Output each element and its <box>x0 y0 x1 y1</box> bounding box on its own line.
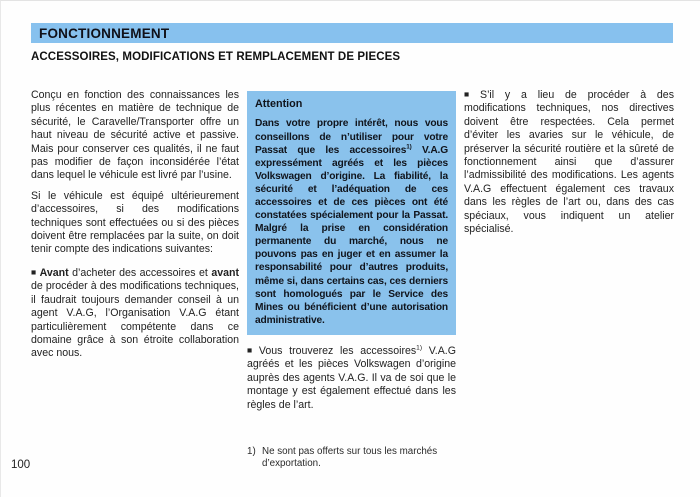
paragraph-text: S’il y a lieu de procéder à des modifications techniques, nos directives doivent être respectées. Cela permet d’éviter les avaries sur le véhicule, de préserver la sécurité routière et la sûreté de fonctionnement ainsi que d’assurer l’admissibilité des modifications. Les agents V.A.G effectuent également ces travaux dans les règles de l’art ou, dans des cas spéciaux, vous indiquent un atelier spécialisé. <box>464 89 674 236</box>
bullet-paragraph <box>247 345 456 412</box>
paragraph: Conçu en fonction des connaissances les plus récentes en matière de technique de sécurité, le Caravelle/Transporter offre un haut niveau de sécurité active et passive. Mais pour conserver ces qualités, il ne faut pas modifier de façon inconsidérée l’état dans lequel le véhicule est livré par l’usine. <box>31 89 239 182</box>
footnote <box>247 446 461 470</box>
paragraph-text: Dans votre propre intérêt, nous vous conseillons de n’utiliser pour votre Passat que les accessoires <box>255 118 448 156</box>
bullet-paragraph <box>464 89 674 236</box>
attention-box-title: Attention <box>255 98 303 110</box>
square-bullet-icon: ■ <box>464 89 477 99</box>
paragraph-text: de procéder à des modifications techniques, il faudrait toujours demander conseil à un agent V.A.G, l’Organisation V.A.G étant particulièrement compétente dans ce domaine grâce à son étroite collaboration avec nous. <box>31 280 239 360</box>
footnote-reference: 1) <box>416 344 423 352</box>
paragraph-text: Vous trouverez les accessoires <box>258 344 417 357</box>
square-bullet-icon: ■ <box>31 266 37 277</box>
column-left <box>31 89 239 368</box>
bullet-paragraph <box>31 267 239 361</box>
column-middle <box>247 89 456 419</box>
attention-box-body <box>255 117 448 327</box>
page-title: ACCESSOIRES, MODIFICATIONS ET REMPLACEMENT DE PIECES <box>31 51 401 63</box>
footnote-marker: 1) <box>247 446 256 457</box>
footnote-text: Ne sont pas offerts sur tous les marchés d’exportation. <box>262 446 438 469</box>
paragraph: Si le véhicule est équipé ultérieurement d’accessoires, si des modifications techniques sont effectuées ou si des pièces doivent être remplacées par la suite, on doit tenir compte des indications suivantes: <box>31 189 239 256</box>
column-right <box>464 89 674 243</box>
page-number: 100 <box>11 459 31 471</box>
paragraph-text: d’acheter des accessoires et <box>68 266 212 279</box>
emphasized-word: avant <box>211 266 239 279</box>
section-title: FONCTIONNEMENT <box>39 25 170 41</box>
footnote-reference: 1) <box>406 143 412 151</box>
emphasized-word: Avant <box>39 266 69 279</box>
square-bullet-icon: ■ <box>247 344 256 355</box>
paragraph-text: V.A.G agréés et les pièces Volkswagen d’origine auprès des agents V.A.G. Il va de soi que le montage y est également effectué dans les règles de l’art. <box>247 344 456 411</box>
section-header-bar <box>31 23 673 43</box>
attention-box <box>247 91 456 335</box>
paragraph-text: V.A.G expressément agréés et les pièces Volkswagen d’origine. La fiabilité, la sécurité et l’adéquation de ces accessoires et de ces pièces ont été constatées spécialement pour la Passat. Malgré la prise en considération permanente du marché, nous ne pouvons pas en juger et en assumer la responsabilité pour d’autres produits, même si, dans certains cas, ces derniers sont homologués par le Service des Mines ou bénéficient d’une autorisation administrative. <box>255 144 448 326</box>
